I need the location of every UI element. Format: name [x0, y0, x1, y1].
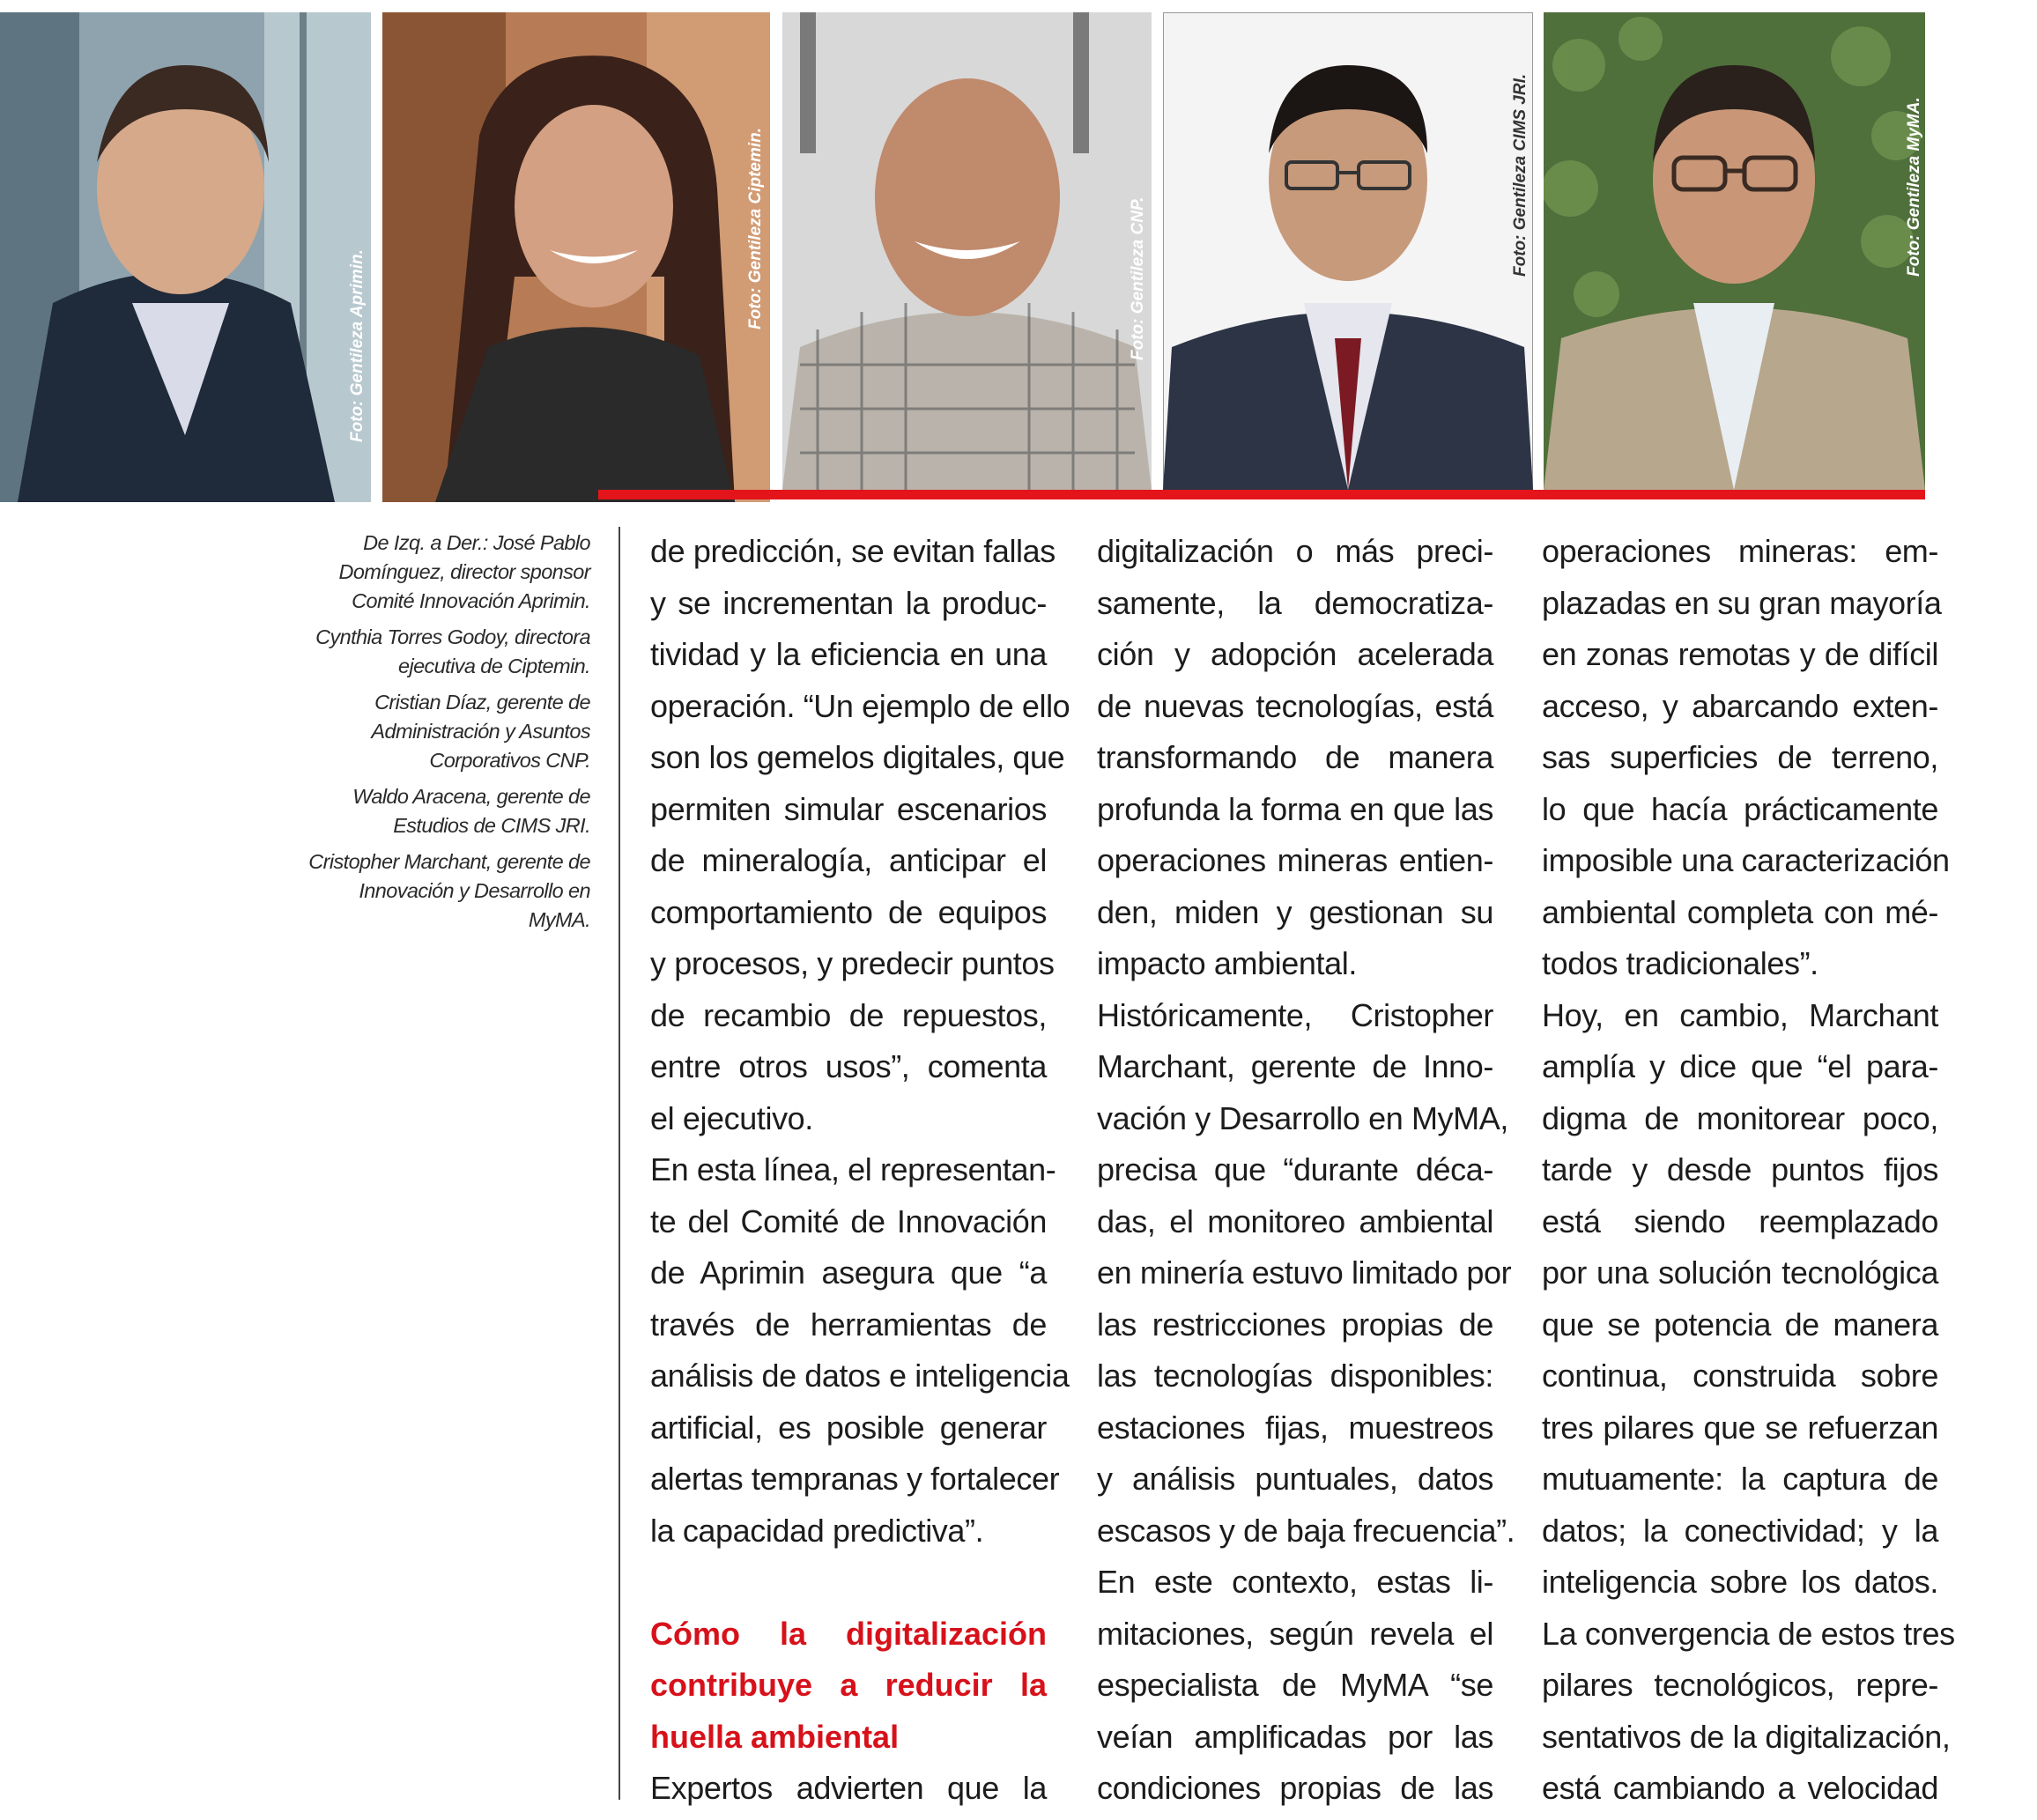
text-line: que se potencia de manera: [1542, 1306, 1938, 1343]
text-line: den, miden y gestionan su: [1097, 893, 1493, 930]
text-line: tividad y la eficiencia en una: [650, 636, 1047, 672]
portrait-image: [382, 12, 770, 502]
section-heading: Cómo la digitalización: [650, 1615, 1047, 1652]
text-line: tarde y desde puntos fijos: [1542, 1151, 1938, 1187]
text-line: través de herramientas de: [650, 1306, 1047, 1343]
text-line: En este contexto, estas li-: [1097, 1564, 1493, 1600]
text-line: digitalización o más preci-: [1097, 533, 1493, 569]
text-line: está cambiando a velocidad: [1542, 1770, 1938, 1806]
portrait-image: [1544, 12, 1925, 490]
photo-credit: Foto: Gentileza CNP.: [1129, 196, 1147, 360]
text-line: estaciones fijas, muestreos: [1097, 1409, 1493, 1446]
text-line: tres pilares que se refuerzan: [1542, 1409, 1938, 1446]
text-line: plazadas en su gran mayoría: [1542, 584, 1942, 621]
portrait-image: [782, 12, 1152, 490]
photo-torres: [382, 12, 770, 502]
text-line: en minería estuvo limitado por: [1097, 1254, 1512, 1291]
text-line: operaciones mineras entien-: [1097, 842, 1493, 878]
text-line: operación. “Un ejemplo de ello: [650, 687, 1070, 724]
text-line: Marchant, gerente de Inno-: [1097, 1048, 1493, 1084]
text-line: profunda la forma en que las: [1097, 790, 1493, 827]
portrait-image: [1163, 12, 1533, 490]
text-line: por una solución tecnológica: [1542, 1254, 1938, 1291]
photo-credit: Foto: Gentileza Aprimin.: [348, 249, 367, 442]
text-line: sentativos de la digitalización,: [1542, 1718, 1951, 1755]
photo-credit: Foto: Gentileza CIMS JRI.: [1511, 73, 1530, 277]
text-line: la capacidad predictiva”.: [650, 1512, 984, 1549]
portrait-image: [0, 12, 371, 502]
text-line: Expertos advierten que la: [650, 1770, 1047, 1806]
caption-line: Cristopher Marchant, gerente de Innovación y Desarrollo en MyMA.: [308, 850, 590, 931]
caption-line: Waldo Aracena, gerente de Estudios de CIMS JRI.: [352, 785, 590, 837]
caption-line: Cristian Díaz, gerente de Administración y Asuntos Corporativos CNP.: [371, 691, 590, 772]
column-divider: [619, 527, 620, 1800]
text-line: todos tradicionales”.: [1542, 945, 1818, 981]
text-line: En esta línea, el representan-: [650, 1151, 1056, 1187]
text-line: samente, la democratiza-: [1097, 584, 1493, 621]
text-line: y se incrementan la produc-: [650, 584, 1047, 621]
text-line: entre otros usos”, comenta: [650, 1048, 1047, 1084]
text-line: de Aprimin asegura que “a: [650, 1254, 1047, 1291]
photo-aracena: [1163, 12, 1533, 490]
text-line: mitaciones, según revela el: [1097, 1615, 1493, 1652]
text-line: La convergencia de estos tres: [1542, 1615, 1955, 1652]
photo-credit: Foto: Gentileza Ciptemin.: [746, 127, 765, 329]
text-line: imposible una caracterización: [1542, 842, 1950, 878]
text-line: te del Comité de Innovación: [650, 1202, 1047, 1239]
text-line: das, el monitoreo ambiental: [1097, 1202, 1493, 1239]
text-line: sas superficies de terreno,: [1542, 739, 1938, 775]
text-line: datos; la conectividad; y la: [1542, 1512, 1938, 1549]
text-line: transformando de manera: [1097, 739, 1493, 775]
text-line: alertas tempranas y fortalecer: [650, 1461, 1060, 1497]
text-line: operaciones mineras: em-: [1542, 533, 1938, 569]
section-heading: huella ambiental: [650, 1718, 900, 1755]
text-line: vación y Desarrollo en MyMA,: [1097, 1099, 1508, 1136]
text-line: en zonas remotas y de difícil: [1542, 636, 1938, 672]
text-line: precisa que “durante déca-: [1097, 1151, 1493, 1187]
text-line: pilares tecnológicos, repre-: [1542, 1667, 1938, 1703]
text-line: veían amplificadas por las: [1097, 1718, 1493, 1755]
caption-line: Cynthia Torres Godoy, directora ejecutiva de Ciptemin.: [315, 625, 590, 677]
text-line: condiciones propias de las: [1097, 1770, 1493, 1806]
text-line: acceso, y abarcando exten-: [1542, 687, 1938, 724]
article-column-3: [1542, 526, 1955, 1815]
section-heading: contribuye a reducir la: [650, 1667, 1047, 1703]
text-line: de nuevas tecnologías, está: [1097, 687, 1493, 724]
text-line: de mineralogía, anticipar el: [650, 842, 1047, 878]
text-line: Históricamente, Cristopher: [1097, 996, 1493, 1033]
text-line: las tecnologías disponibles:: [1097, 1358, 1493, 1394]
text-line: impacto ambiental.: [1097, 945, 1357, 981]
text-line: artificial, es posible generar: [650, 1409, 1047, 1446]
accent-bar: [598, 490, 1925, 499]
caption-line: De Izq. a Der.: José Pablo Domínguez, director sponsor Comité Innovación Aprimin.: [338, 531, 590, 612]
photo-dominguez: [0, 12, 371, 502]
text-line: mutuamente: la captura de: [1542, 1461, 1938, 1497]
text-line: son los gemelos digitales, que: [650, 739, 1065, 775]
text-line: de predicción, se evitan fallas: [650, 533, 1056, 569]
photo-diaz: [782, 12, 1152, 490]
article-column-2: [1097, 526, 1515, 1815]
text-line: escasos y de baja frecuencia”.: [1097, 1512, 1515, 1549]
text-line: lo que hacía prácticamente: [1542, 790, 1938, 827]
text-line: inteligencia sobre los datos.: [1542, 1564, 1938, 1600]
photo-credit-visible: Foto: Gentileza MyMA.: [1905, 97, 1923, 277]
text-line: Hoy, en cambio, Marchant: [1542, 996, 1938, 1033]
text-line: continua, construida sobre: [1542, 1358, 1938, 1394]
photo-caption: [308, 529, 590, 942]
text-line: el ejecutivo.: [650, 1099, 813, 1136]
text-line: amplía y dice que “el para-: [1542, 1048, 1938, 1084]
text-line: las restricciones propias de: [1097, 1306, 1493, 1343]
photo-marchant: [1544, 12, 1925, 490]
text-line: ambiental completa con mé-: [1542, 893, 1938, 930]
text-line: permiten simular escenarios: [650, 790, 1047, 827]
text-line: está siendo reemplazado: [1542, 1202, 1938, 1239]
article-column-1: [650, 526, 1070, 1815]
text-line: comportamiento de equipos: [650, 893, 1047, 930]
text-line: digma de monitorear poco,: [1542, 1099, 1938, 1136]
text-line: ción y adopción acelerada: [1097, 636, 1493, 672]
text-line: de recambio de repuestos,: [650, 996, 1047, 1033]
text-line: y análisis puntuales, datos: [1097, 1461, 1493, 1497]
text-line: análisis de datos e inteligencia: [650, 1358, 1070, 1394]
text-line: y procesos, y predecir puntos: [650, 945, 1055, 981]
text-line: especialista de MyMA “se: [1097, 1667, 1493, 1703]
